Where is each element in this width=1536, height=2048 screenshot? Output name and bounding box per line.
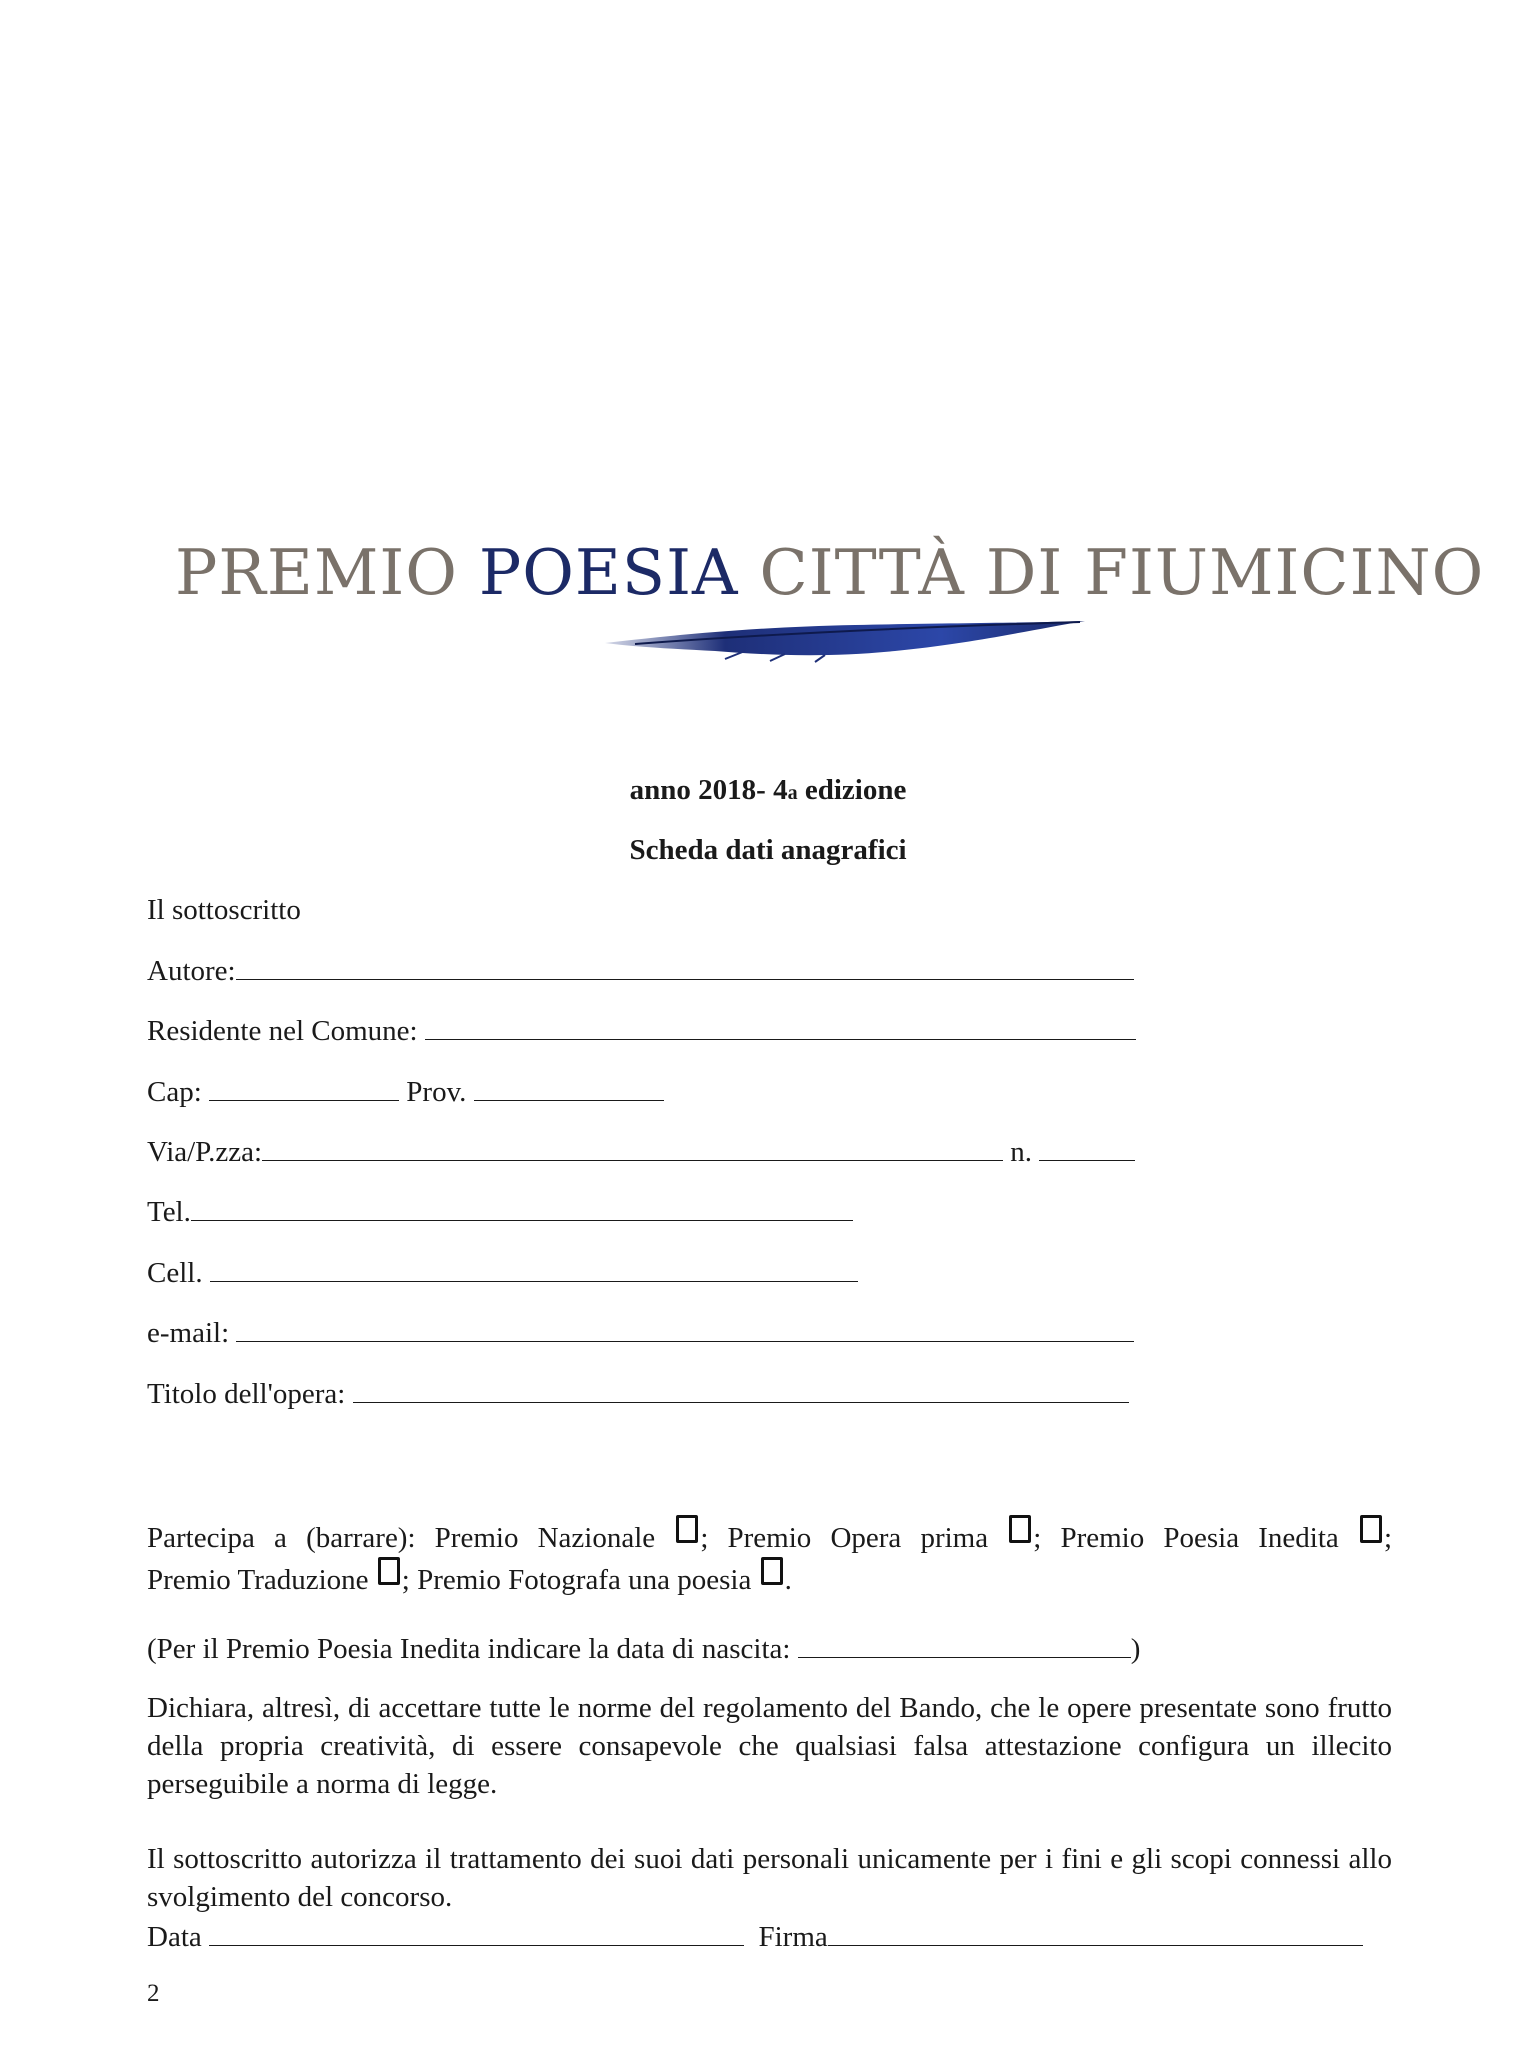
email-label: e-mail: [147, 1317, 230, 1349]
firma-field[interactable] [828, 1919, 1363, 1946]
tel-label: Tel. [147, 1196, 191, 1228]
poesia-inedita-label: ; Premio Poesia Inedita [1033, 1522, 1339, 1554]
fotografa-label: ; Premio Fotografa una poesia [401, 1564, 752, 1596]
premio-nazionale-label: Partecipa a (barrare): Premio Nazionale [147, 1522, 656, 1554]
traduzione-checkbox[interactable] [378, 1557, 400, 1585]
logo-poesia: POESIA [478, 536, 739, 609]
data-label: Data [147, 1921, 202, 1953]
cell-label: Cell. [147, 1257, 203, 1289]
comune-label: Residente nel Comune: [147, 1015, 418, 1047]
traduzione-label: Premio Traduzione [147, 1564, 369, 1596]
logo-premio: PREMIO [175, 536, 479, 609]
edition-sup: a [787, 782, 798, 804]
cell-field[interactable] [210, 1255, 858, 1282]
fotografa-checkbox[interactable] [761, 1557, 783, 1585]
autore-label: Autore: [147, 955, 236, 987]
comune-field[interactable] [425, 1013, 1136, 1040]
titolo-row [147, 1376, 1129, 1411]
via-label: Via/P.zza: [147, 1136, 263, 1168]
opera-prima-label: ; Premio Opera prima [700, 1522, 989, 1554]
declaration-text: Dichiara, altresì, di accettare tutte le norme del regolamento del Bando, che le opere presentate sono frutto della propria creatività, di essere consapevole che qualsiasi falsa attestazione configura un illecito perseguibile a norma di legge. [147, 1692, 1392, 1800]
numero-label: n. [1010, 1136, 1033, 1168]
birth-note-text: (Per il Premio Poesia Inedita indicare la data di nascita: [147, 1633, 791, 1665]
participation-line-1 [147, 1515, 1392, 1557]
titolo-field[interactable] [353, 1376, 1129, 1403]
tel-row [147, 1194, 853, 1229]
opera-prima-checkbox[interactable] [1009, 1515, 1031, 1543]
logo-title [175, 535, 1485, 611]
signature-row [147, 1919, 1363, 1954]
poesia-inedita-checkbox[interactable] [1360, 1515, 1382, 1543]
cap-label: Cap: [147, 1076, 202, 1108]
titolo-label: Titolo dell'opera: [147, 1378, 346, 1410]
privacy-text: Il sottoscritto autorizza il trattamento dei suoi dati personali unicamente per i fini e gli scopi connessi allo svolgimento del concorso. [147, 1843, 1392, 1913]
data-field[interactable] [209, 1919, 744, 1946]
cap-field[interactable] [209, 1074, 399, 1101]
page-number: 2 [147, 1980, 160, 2007]
autore-row [147, 953, 1134, 988]
numero-field[interactable] [1039, 1134, 1135, 1161]
birth-note-close: ) [1130, 1633, 1141, 1665]
edition-heading [0, 773, 1536, 810]
prov-field[interactable] [474, 1074, 664, 1101]
via-row [147, 1134, 1135, 1169]
email-field[interactable] [236, 1315, 1134, 1342]
firma-label: Firma [758, 1921, 828, 1953]
separator: ; [1383, 1522, 1392, 1554]
cap-prov-row [147, 1074, 664, 1109]
premio-nazionale-checkbox[interactable] [676, 1515, 698, 1543]
edition-suffix: edizione [797, 774, 907, 806]
premio-logo [175, 535, 1485, 655]
via-field[interactable] [262, 1134, 1003, 1161]
intro-text: Il sottoscritto [147, 894, 301, 926]
tel-field[interactable] [191, 1194, 853, 1221]
autore-field[interactable] [236, 953, 1134, 980]
birth-date-field[interactable] [798, 1631, 1131, 1658]
edition-prefix: anno 2018- 4 [629, 774, 788, 806]
feather-icon [595, 613, 1095, 663]
prov-label: Prov. [406, 1076, 467, 1108]
comune-row [147, 1013, 1136, 1048]
logo-citta: CITTÀ DI FIUMICINO [738, 536, 1485, 609]
participation-block [147, 1515, 1392, 1599]
email-row [147, 1315, 1134, 1350]
birth-note [147, 1631, 1140, 1666]
period: . [784, 1564, 792, 1596]
cell-row [147, 1255, 858, 1290]
form-title: Scheda dati anagrafici [629, 834, 907, 866]
